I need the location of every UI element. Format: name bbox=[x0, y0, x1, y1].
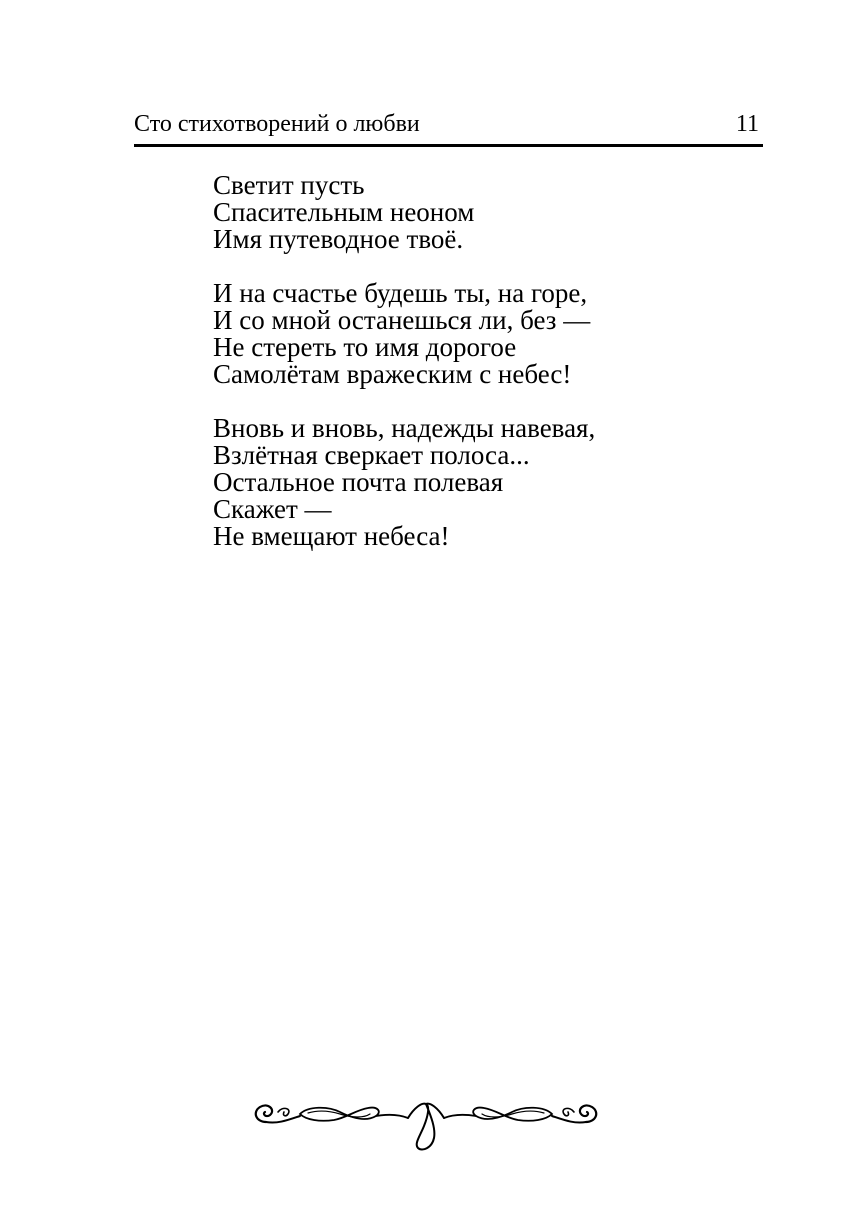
page-number: 11 bbox=[735, 111, 759, 137]
flourish-ornament-icon bbox=[248, 1092, 604, 1152]
verse-line: Взлётная сверкает полоса... bbox=[213, 440, 530, 470]
verse-line: И на счастье будешь ты, на горе, bbox=[213, 278, 588, 308]
stanza-1 bbox=[213, 172, 773, 253]
running-head bbox=[134, 108, 763, 147]
verse-line: Остальное почта полевая bbox=[213, 467, 504, 497]
stanza-3 bbox=[213, 415, 773, 550]
stanza-2 bbox=[213, 280, 773, 388]
verse-line: Не вмещают небеса! bbox=[213, 521, 450, 551]
verse-line: Имя путеводное твоё. bbox=[213, 224, 464, 254]
verse-line: Не стереть то имя дорогое bbox=[213, 332, 517, 362]
verse-line: Светит пусть bbox=[213, 170, 365, 200]
verse-line: Самолётам вражеским с небес! bbox=[213, 359, 572, 389]
verse-line: Скажет — bbox=[213, 494, 332, 524]
verse-line: Вновь и вновь, надежды навевая, bbox=[213, 413, 596, 443]
verse-line: И со мной останешься ли, без — bbox=[213, 305, 591, 335]
verse-line: Спасительным неоном bbox=[213, 197, 475, 227]
poem-body bbox=[213, 172, 773, 577]
book-title: Сто стихотворений о любви bbox=[134, 111, 420, 137]
